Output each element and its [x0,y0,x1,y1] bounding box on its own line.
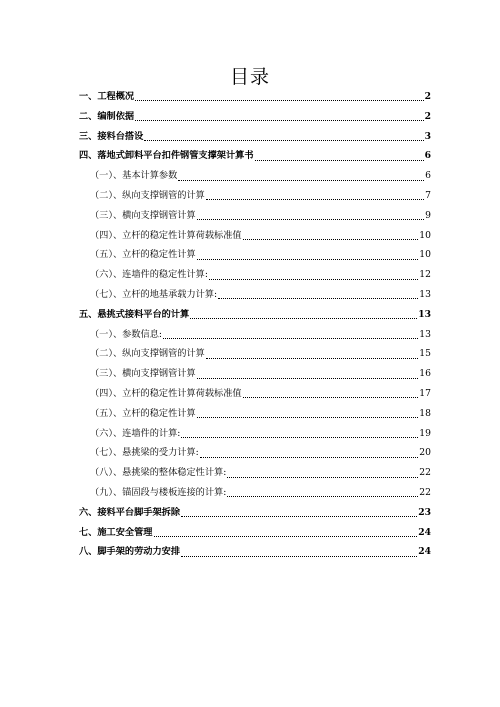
toc-entry[interactable] [79,108,431,128]
toc-entry-page-number: 6 [425,170,431,182]
toc-entry-page-number: 22 [419,486,431,498]
toc-entry[interactable] [79,326,431,346]
toc-entry[interactable] [79,246,431,266]
toc-entry[interactable] [79,385,431,405]
dot-leader [243,397,419,398]
toc-entry-label: 四、落地式卸料平台扣件钢管支撑架计算书 [79,150,254,162]
toc-entry[interactable] [79,365,431,385]
dot-leader [190,318,417,319]
toc-entry[interactable] [79,484,431,504]
toc-entry-label: 五、悬挑式接料平台的计算 [79,308,190,320]
toc-entry[interactable] [79,405,431,425]
dot-leader [181,437,418,438]
toc-entry[interactable] [79,227,431,247]
toc-entry[interactable] [79,444,431,464]
dot-leader [135,120,423,121]
dot-leader [206,358,418,359]
toc-entry-page-number: 15 [419,348,431,360]
toc-entry[interactable] [79,147,431,167]
toc-entry-page-number: 23 [418,506,431,518]
dot-leader [197,378,419,379]
toc-entry-label: （四）、立杆的稳定性计算荷载标准值 [90,387,242,399]
toc-entry-label: 六、接料平台脚手架拆除 [79,506,181,518]
toc-entry-page-number: 17 [419,387,431,399]
dot-leader [197,219,424,220]
toc-entry-label: （三）、横向支撑钢管计算 [90,368,196,380]
toc-entry-label: （五）、立杆的稳定性计算 [90,249,196,261]
toc-entry-page-number: 10 [419,249,431,261]
toc-entry[interactable] [79,207,431,227]
toc-entry-label: （三）、横向支撑钢管计算 [90,209,196,221]
toc-entry-label: （四）、立杆的稳定性计算荷载标准值 [90,229,242,241]
page-title: 目录 [229,66,270,88]
dot-leader [206,199,424,200]
dot-leader [209,279,418,280]
toc-entry-page-number: 2 [424,110,431,122]
toc-entry-page-number: 13 [419,288,431,300]
toc-entry[interactable] [79,464,431,484]
toc-entry-page-number: 16 [419,368,431,380]
toc-entry[interactable] [79,128,431,148]
toc-entry-label: （五）、立杆的稳定性计算 [90,407,196,419]
toc-entry-page-number: 10 [419,229,431,241]
toc-entry[interactable] [79,425,431,445]
toc-entry-page-number: 20 [419,447,431,459]
dot-leader [135,100,423,101]
dot-leader [243,239,419,240]
toc-entry-page-number: 12 [419,269,431,281]
toc-entry-label: （七）、立杆的地基承载力计算: [90,288,218,300]
toc-entry-label: （九）、锚固段与楼板连接的计算: [90,486,227,498]
toc-entry-page-number: 9 [425,209,431,221]
dot-leader [163,338,418,339]
toc-entry-label: （八）、悬挑梁的整体稳定性计算: [90,467,227,479]
toc-entry[interactable] [79,88,431,108]
dot-leader [255,160,424,161]
toc-entry[interactable] [79,286,431,306]
toc-entry-page-number: 19 [419,427,431,439]
toc-entry[interactable] [79,504,431,524]
dot-leader [197,417,419,418]
toc-entry-label: （七）、悬挑梁的受力计算: [90,447,199,459]
dot-leader [200,457,419,458]
toc-entry-label: （六）、连墙件的计算: [90,427,181,439]
dot-leader [227,477,418,478]
toc-entry-label: 一、工程概况 [79,91,135,102]
dot-leader [181,556,417,557]
toc-entry-label: （二）、纵向支撑钢管的计算 [90,189,205,201]
toc-entry-page-number: 3 [424,130,431,142]
toc-entry-label: 三、接料台搭设 [79,130,144,142]
toc-entry-page-number: 7 [425,189,431,201]
toc-entry-label: 八、脚手架的劳动力安排 [79,546,181,558]
toc-entry-label: （六）、连墙件的稳定性计算: [90,269,208,281]
toc-entry[interactable] [79,167,431,187]
dot-leader [144,140,423,141]
toc-entry-page-number: 13 [418,308,431,320]
dot-leader [227,496,418,497]
toc-entry-page-number: 13 [419,328,431,340]
toc-entry-label: （一）、基本计算参数 [90,170,178,182]
toc-entry[interactable] [79,345,431,365]
toc-entry-label: （二）、纵向支撑钢管的计算 [90,348,205,360]
dot-leader [178,180,424,181]
toc-entry-page-number: 24 [418,526,431,538]
toc-entry-label: （一）、参数信息: [90,328,162,340]
toc-entry-label: 七、施工安全管理 [79,526,153,538]
table-of-contents [79,88,431,563]
toc-entry[interactable] [79,543,431,563]
dot-leader [197,259,419,260]
toc-entry[interactable] [79,187,431,207]
dot-leader [218,298,418,299]
toc-entry-page-number: 24 [418,546,431,558]
toc-entry-page-number: 18 [419,407,431,419]
toc-entry[interactable] [79,524,431,544]
toc-entry-page-number: 6 [424,150,431,162]
dot-leader [181,516,417,517]
toc-entry-page-number: 22 [419,467,431,479]
toc-entry-label: 二、编制依据 [79,110,135,122]
toc-entry[interactable] [79,306,431,326]
toc-entry-page-number: 2 [424,91,431,102]
dot-leader [154,536,418,537]
toc-entry[interactable] [79,266,431,286]
